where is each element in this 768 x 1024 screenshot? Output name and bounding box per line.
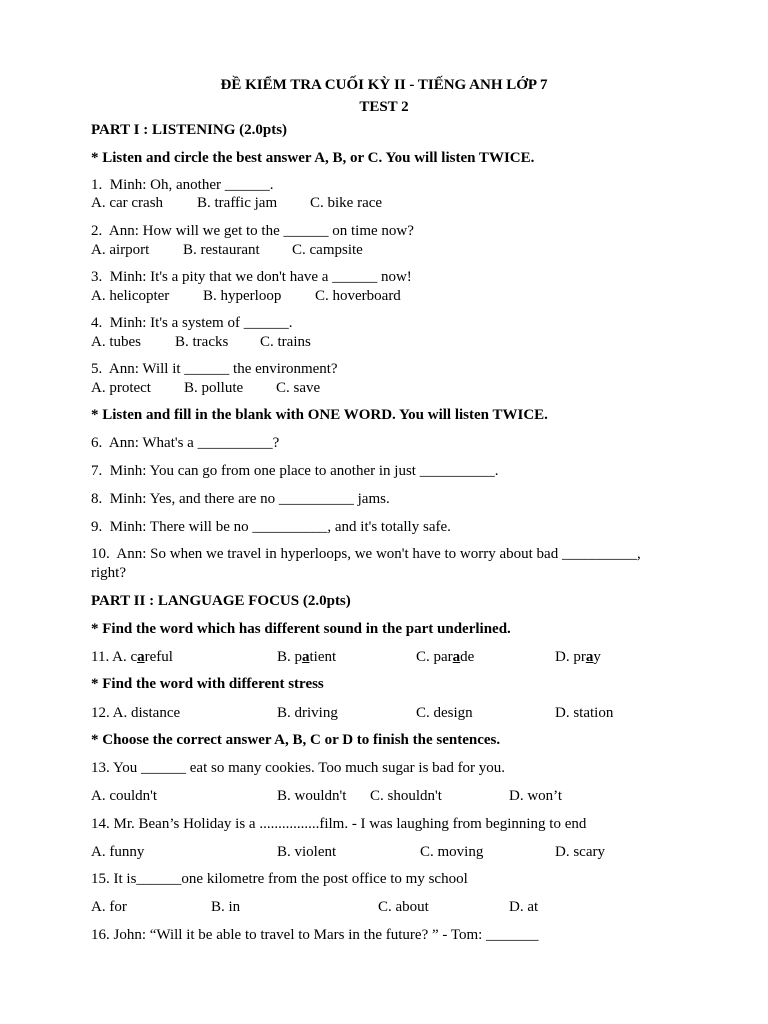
q14-option-b: B. violent [277,844,337,860]
question-13: 13. You ______ eat so many cookies. Too much sugar is bad for you. [91,760,506,776]
q3-option-b: B. hyperloop [203,288,282,304]
question-9: 9. Minh: There will be no __________, and it's totally safe. [91,519,451,535]
q13-option-d: D. won’t [509,788,563,804]
q5-option-c: C. save [276,380,321,396]
q14-option-a: A. funny [91,844,145,860]
q13-option-c: C. shouldn't [370,788,442,804]
q2-option-c: C. campsite [292,242,363,258]
question-6: 6. Ann: What's a __________? [91,435,280,451]
q15-option-d: D. at [509,899,539,915]
q11-option-c: C. parade [416,649,475,665]
part2-instruction-3: * Choose the correct answer A, B, C or D to finish the sentences. [91,732,501,748]
question-16: 16. John: “Will it be able to travel to Mars in the future? ” - Tom: _______ [91,927,539,943]
q11-option-a: 11. A. careful [91,649,173,665]
question-5: 5. Ann: Will it ______ the environment? [91,361,338,377]
q3-option-c: C. hoverboard [315,288,401,304]
q5-option-a: A. protect [91,380,151,396]
underlined-letter: a [137,649,145,665]
q14-option-c: C. moving [420,844,484,860]
q12-option-c: C. design [416,705,473,721]
q3-option-a: A. helicopter [91,288,170,304]
q2-option-b: B. restaurant [183,242,260,258]
question-8: 8. Minh: Yes, and there are no __________ jams. [91,491,390,507]
q1-option-a: A. car crash [91,195,164,211]
q13-option-b: B. wouldn't [277,788,347,804]
part1-heading: PART I : LISTENING (2.0pts) [91,122,288,138]
q11-option-b: B. patient [277,649,337,665]
q12-option-d: D. station [555,705,614,721]
question-15: 15. It is______one kilometre from the post office to my school [91,871,468,887]
question-1: 1. Minh: Oh, another ______. [91,177,274,193]
q4-option-a: A. tubes [91,334,141,350]
underlined-letter: a [585,649,594,665]
q15-option-c: C. about [378,899,429,915]
q11-option-d: D. pray [555,649,601,665]
q15-option-a: A. for [91,899,127,915]
q14-option-d: D. scary [555,844,605,860]
question-10-line-1: 10. Ann: So when we travel in hyperloops, we won't have to worry about bad __________, [91,546,641,562]
q12-option-b: B. driving [277,705,338,721]
part2-heading: PART II : LANGUAGE FOCUS (2.0pts) [91,593,351,609]
question-7: 7. Minh: You can go from one place to another in just __________. [91,463,499,479]
part2-instruction-1: * Find the word which has different sound in the part underlined. [91,621,511,637]
underlined-letter: a [302,649,310,665]
part2-instruction-2: * Find the word with different stress [91,676,324,692]
q5-option-b: B. pollute [184,380,244,396]
q12-option-a: 12. A. distance [91,705,181,721]
q1-option-b: B. traffic jam [197,195,278,211]
document-subtitle: TEST 2 [359,99,409,115]
q15-option-b: B. in [211,899,241,915]
part1-instruction-2: * Listen and fill in the blank with ONE WORD. You will listen TWICE. [91,407,548,423]
question-2: 2. Ann: How will we get to the ______ on time now? [91,223,414,239]
document-title: ĐỀ KIỂM TRA CUỐI KỲ II - TIẾNG ANH LỚP 7 [220,77,548,93]
q2-option-a: A. airport [91,242,150,258]
underlined-letter: a [452,649,461,665]
question-4: 4. Minh: It's a system of ______. [91,315,293,331]
q1-option-c: C. bike race [310,195,383,211]
question-3: 3. Minh: It's a pity that we don't have a ______ now! [91,269,412,285]
part1-instruction-1: * Listen and circle the best answer A, B, or C. You will listen TWICE. [91,150,535,166]
q4-option-c: C. trains [260,334,311,350]
q4-option-b: B. tracks [175,334,229,350]
question-10-line-2: right? [91,565,126,581]
question-14: 14. Mr. Bean’s Holiday is a ................film. - I was laughing from beginning to end [91,816,587,832]
q13-option-a: A. couldn't [91,788,158,804]
